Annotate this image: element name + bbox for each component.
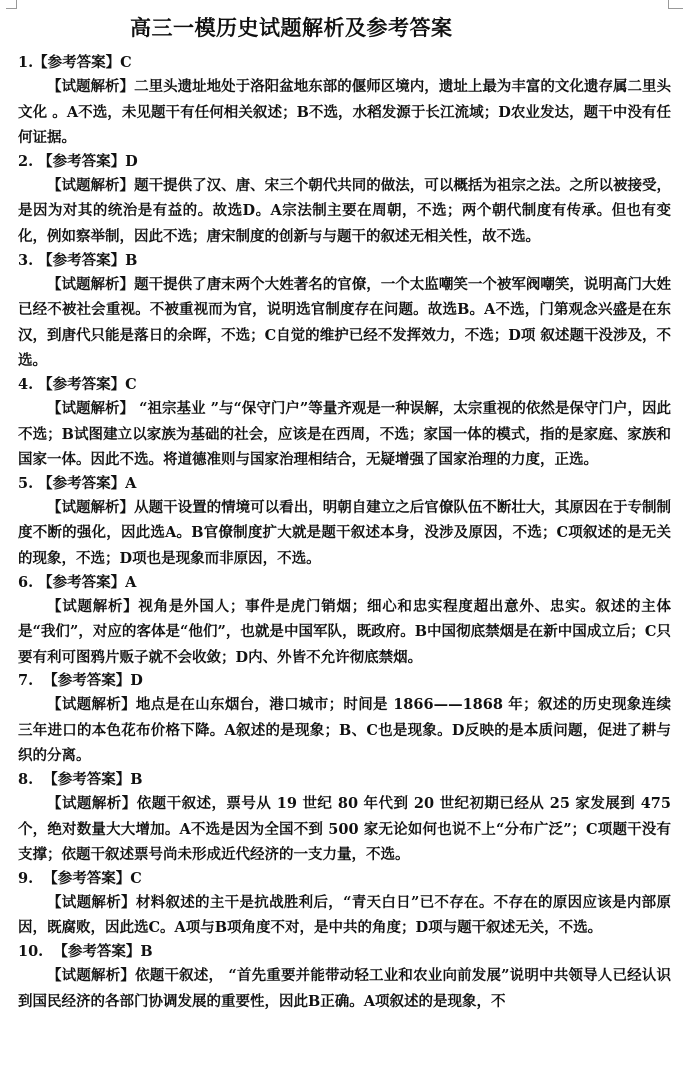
- explanation-paragraph: 【试题解析】地点是在山东烟台，港口城市；时间是 1866——1868 年；叙述的历史现象连续三年进口的本色花布价格下降。A叙述的是现象；B、C也是现象。D反映的是本质问题，促进了耕与织的分离。: [18, 696, 671, 765]
- answer-line: 4. 【参考答案】C: [18, 375, 137, 393]
- answer-line: 1.【参考答案】C: [18, 54, 132, 71]
- answer-line: 10. 【参考答案】B: [18, 943, 153, 961]
- question-item-1: [18, 52, 671, 151]
- answer-line: 2. 【参考答案】D: [18, 152, 138, 170]
- answer-line: 8. 【参考答案】B: [18, 771, 143, 789]
- explanation-paragraph: 【试题解析】视角是外国人；事件是虎门销烟；细心和忠实程度超出意外、忠实。叙述的主体是“我们”，对应的客体是“他们”，也就是中国军队，既政府。B中国彻底禁烟是在新中国成立后；C只要有利可图鸦片贩子就不会收敛；D内、外皆不允许彻底禁烟。: [18, 597, 671, 666]
- page-corner-mark-right: [668, 0, 683, 9]
- explanation-paragraph: 【试题解析】题干提供了唐末两个大姓著名的官僚，一个太监嘲笑一个被军阀嘲笑，说明高门大姓已经不被社会重视。不被重视而为官，说明选官制度存在问题。故选B。A不选，门第观念兴盛是在东汉，到唐代只能是落日的余晖，不选；C自觉的维护已经不发挥效力，不选；D项 叙述题干没涉及，不选。: [18, 275, 671, 370]
- explanation-paragraph: 【试题解析】依题干叙述， “首先重要并能带动轻工业和农业向前发展”说明中共领导人已经认识到国民经济的各部门协调发展的重要性，因此B正确。A项叙述的是现象，不: [18, 967, 671, 1010]
- question-item-4: [18, 374, 671, 473]
- explanation-paragraph: 【试题解析】材料叙述的主干是抗战胜利后，“青天白日”已不存在。不存在的原因应该是内部原因，既腐败，因此选C。A项与B项角度不对，是中共的角度；D项与题干叙述无关，不选。: [18, 893, 671, 937]
- explanation-paragraph: 【试题解析】题干提供了汉、唐、宋三个朝代共同的做法，可以概括为祖宗之法。之所以被接受，是因为对其的统治是有益的。故选D。A宗法制主要在周朝，不选；两个朝代制度有传承。但也有变化，例如察举制，因此不选；唐宋制度的创新与与题干的叙述无相关性，故不选。: [18, 176, 671, 245]
- question-item-2: [18, 151, 671, 250]
- explanation-paragraph: 【试题解析】二里头遗址地处于洛阳盆地东部的偃师区境内，遗址上最为丰富的文化遗存属二里头文化 。A不选，未见题干有任何相关叙述；B不选，水稻发源于长江流域；D农业发达，题干中没有任何证据。: [18, 78, 671, 147]
- page-title: 高三一模历史试题解析及参考答案: [130, 15, 453, 40]
- question-item-8: [18, 769, 671, 868]
- answer-line: 6. 【参考答案】A: [18, 573, 137, 591]
- question-item-6: [18, 572, 671, 671]
- answer-line: 9. 【参考答案】C: [18, 869, 142, 887]
- answer-line: 5. 【参考答案】A: [18, 474, 137, 492]
- explanation-paragraph: 【试题解析】 “祖宗基业 ”与“保守门户”等量齐观是一种误解，太宗重视的依然是保守门户，因此不选；B试图建立以家族为基础的社会，应该是在西周，不选；家国一体的模式，指的是家庭、家族和国家一体。因此不选。将道德准则与国家治理相结合，无疑增强了国家治理的力度，正选。: [18, 399, 671, 469]
- answer-line: 7. 【参考答案】D: [18, 672, 143, 690]
- question-item-5: [18, 473, 671, 572]
- question-item-3: [18, 250, 671, 374]
- question-item-9: [18, 868, 671, 941]
- question-item-7: [18, 670, 671, 769]
- page-corner-mark-left: [6, 0, 17, 9]
- answer-line: 3. 【参考答案】B: [18, 251, 138, 269]
- explanation-paragraph: 【试题解析】从题干设置的情境可以看出，明朝自建立之后官僚队伍不断壮大，其原因在于专制制度不断的强化，因此选A。B官僚制度扩大就是题干叙述本身，没涉及原因，不选；C项叙述的是无关的现象，不选；D项也是现象而非原因，不选。: [18, 498, 671, 567]
- question-item-10: [18, 941, 671, 1014]
- explanation-paragraph: 【试题解析】依题干叙述，票号从 19 世纪 80 年代到 20 世纪初期已经从 25 家发展到 475个，绝对数量大大增加。A不选是因为全国不到 500 家无论如何也说不上“分布广泛”；C项题干没有支撑；依题干叙述票号尚未形成近代经济的一支力量，不选。: [18, 795, 671, 864]
